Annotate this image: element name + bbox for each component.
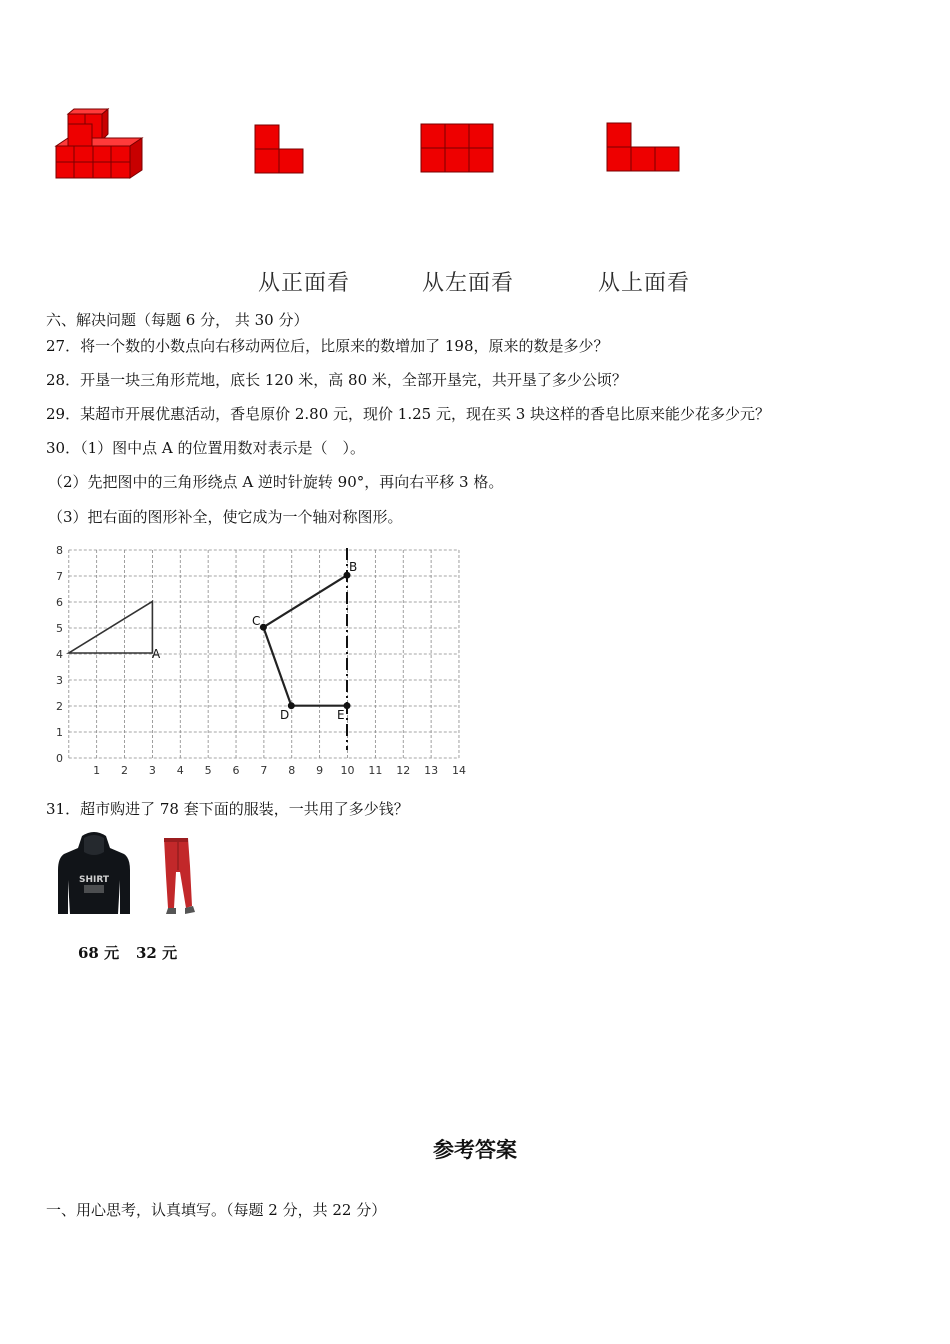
x-tick-label: 8 bbox=[288, 764, 296, 777]
question-27: 27．将一个数的小数点向右移动两位后，比原来的数增加了 198，原来的数是多少？ bbox=[46, 337, 609, 355]
question-30-part3: （3）把右面的图形补全，使它成为一个轴对称图形。 bbox=[48, 508, 403, 526]
x-tick-label: 9 bbox=[316, 764, 324, 777]
point-c bbox=[260, 624, 267, 631]
x-tick-label: 13 bbox=[424, 764, 439, 777]
left-view-figure bbox=[420, 123, 495, 175]
half-figure bbox=[263, 575, 347, 706]
x-tick-label: 2 bbox=[121, 764, 129, 777]
x-tick-label: 7 bbox=[260, 764, 268, 777]
hoodie-image bbox=[54, 830, 134, 918]
y-tick-label: 6 bbox=[56, 596, 63, 609]
hoodie-price: 68 元 bbox=[78, 944, 120, 962]
x-tick-label: 4 bbox=[176, 764, 184, 777]
point-d-label: D bbox=[280, 708, 290, 722]
left-view-label: 从左面看 bbox=[422, 271, 515, 296]
x-tick-label: 11 bbox=[368, 764, 383, 777]
point-e-label: E bbox=[337, 708, 345, 722]
x-tick-label: 10 bbox=[340, 764, 355, 777]
point-a-label: A bbox=[152, 647, 161, 661]
y-tick-label: 5 bbox=[56, 622, 63, 635]
section6-heading: 六、解决问题（每题 6 分， 共 30 分） bbox=[46, 311, 309, 329]
point-c-label: C bbox=[252, 614, 261, 628]
point-b-label: B bbox=[349, 560, 358, 574]
pants-image bbox=[158, 836, 198, 918]
y-tick-label: 0 bbox=[56, 752, 63, 765]
answer-key-title: 参考答案 bbox=[433, 1138, 517, 1162]
y-tick-label: 3 bbox=[56, 674, 63, 687]
question-31: 31．超市购进了 78 套下面的服装，一共用了多少钱？ bbox=[46, 800, 409, 818]
y-tick-label: 7 bbox=[56, 570, 63, 583]
top-view-figure bbox=[606, 122, 682, 174]
x-tick-label: 6 bbox=[232, 764, 240, 777]
cube-stack-figure bbox=[50, 108, 152, 186]
x-tick-label: 12 bbox=[396, 764, 411, 777]
y-tick-label: 2 bbox=[56, 700, 63, 713]
hoodie-print-text: SHIRT bbox=[78, 875, 110, 885]
front-view-label: 从正面看 bbox=[258, 271, 351, 296]
x-tick-label: 1 bbox=[93, 764, 101, 777]
top-view-label: 从上面看 bbox=[598, 271, 691, 296]
question-29: 29．某超市开展优惠活动，香皂原价 2.80 元，现价 1.25 元，现在买 3 块这样的香皂比原来能少花多少元？ bbox=[46, 405, 771, 423]
question-30-part2: （2）先把图中的三角形绕点 A 逆时针旋转 90°，再向右平移 3 格。 bbox=[48, 473, 504, 491]
coordinate-grid bbox=[46, 538, 476, 780]
y-tick-label: 1 bbox=[56, 726, 63, 739]
y-tick-label: 4 bbox=[56, 648, 63, 661]
x-tick-label: 3 bbox=[148, 764, 156, 777]
question-28: 28．开垦一块三角形荒地，底长 120 米，高 80 米，全部开垦完，共开垦了多少公顷？ bbox=[46, 371, 627, 389]
question-30-part1: 30．（1）图中点 A 的位置用数对表示是（ ）。 bbox=[46, 439, 366, 457]
y-tick-label: 8 bbox=[56, 544, 63, 557]
front-view-figure bbox=[254, 124, 306, 176]
triangle-shape bbox=[69, 601, 153, 653]
x-tick-label: 14 bbox=[451, 764, 466, 777]
answer-section1-heading: 一、用心思考，认真填写。（每题 2 分，共 22 分） bbox=[46, 1201, 387, 1219]
x-tick-label: 5 bbox=[204, 764, 212, 777]
pants-price: 32 元 bbox=[136, 944, 178, 962]
